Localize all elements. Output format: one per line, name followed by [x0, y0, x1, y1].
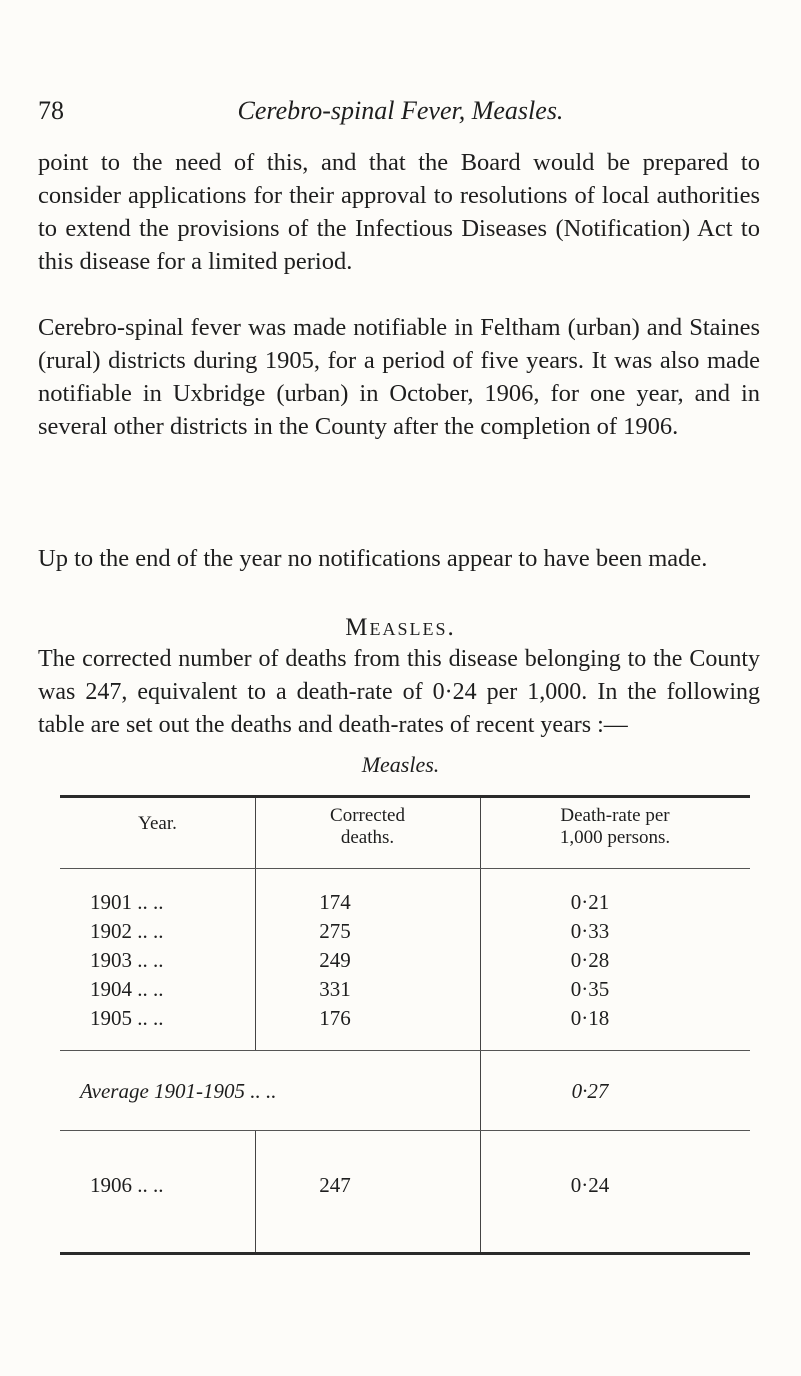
section-heading: Measles. — [345, 614, 456, 641]
year-cell: 1906 .. .. — [90, 1173, 164, 1197]
rate-cell: 0·33 — [570, 919, 610, 943]
page-number: 78 — [38, 96, 64, 125]
header-rate-line1: Death-rate per — [560, 805, 670, 826]
year-cell: 1902 .. .. — [90, 919, 164, 943]
paragraph-1: point to the need of this, and that the Board would be prepared to consider applications for their approval to resolutions of local authorities to extend the provisions of the Infectious Diseases (Notification) Act to this disease for a limited period. — [38, 149, 760, 275]
year-cell: 1903 .. .. — [90, 948, 164, 972]
average-label: Average 1901-1905 .. .. — [80, 1079, 277, 1103]
header-deaths — [255, 805, 480, 849]
page-header — [38, 96, 763, 132]
deaths-cell: 331 — [319, 977, 351, 1001]
deaths-cell: 247 — [319, 1173, 351, 1197]
body-rule — [60, 1050, 750, 1051]
deaths-cell: 174 — [319, 890, 351, 914]
header-rule — [60, 868, 750, 869]
year-cell: 1901 .. .. — [90, 890, 164, 914]
rate-cell: 0·18 — [570, 1006, 610, 1030]
paragraph-2: Cerebro-spinal fever was made notifiable in Feltham (urban) and Staines (rural) districts during 1905, for a period of five years. It was also made notifiable in Uxbridge (urban) in October, 1906, for one year, and in several other districts in the County after the completion of 1906. — [38, 314, 760, 440]
average-rate: 0·27 — [571, 1079, 609, 1103]
header-year: Year. — [138, 813, 177, 834]
deaths-cell: 176 — [319, 1006, 351, 1030]
rate-cell: 0·24 — [570, 1173, 610, 1197]
deaths-cell: 249 — [319, 948, 351, 972]
average-rule — [60, 1130, 750, 1131]
rate-cell: 0·21 — [570, 890, 610, 914]
col-divider — [480, 798, 481, 1252]
measles-table — [60, 795, 750, 1257]
header-rate-line2: 1,000 persons. — [559, 827, 671, 848]
header-deaths-line1: Corrected — [330, 805, 405, 826]
running-title: Cerebro-spinal Fever, Measles. — [237, 96, 564, 125]
paragraph-3: Up to the end of the year no notifications appear to have been made. — [38, 545, 708, 572]
table-caption: Measles. — [361, 752, 440, 777]
rate-cell: 0·35 — [570, 977, 610, 1001]
rate-cell: 0·28 — [570, 948, 610, 972]
year-cell: 1904 .. .. — [90, 977, 164, 1001]
table-top-rule — [60, 795, 750, 798]
year-cell: 1905 .. .. — [90, 1006, 164, 1030]
header-deaths-line2: deaths. — [340, 827, 395, 848]
paragraph-4: The corrected number of deaths from this disease belonging to the County was 247, equivalent to a death-rate of 0·24 per 1,000. In the following table are set out the deaths and death-rates of recent years :— — [38, 646, 760, 738]
deaths-cell: 275 — [319, 919, 351, 943]
header-rate — [480, 805, 750, 849]
table-bottom-rule — [60, 1252, 750, 1255]
